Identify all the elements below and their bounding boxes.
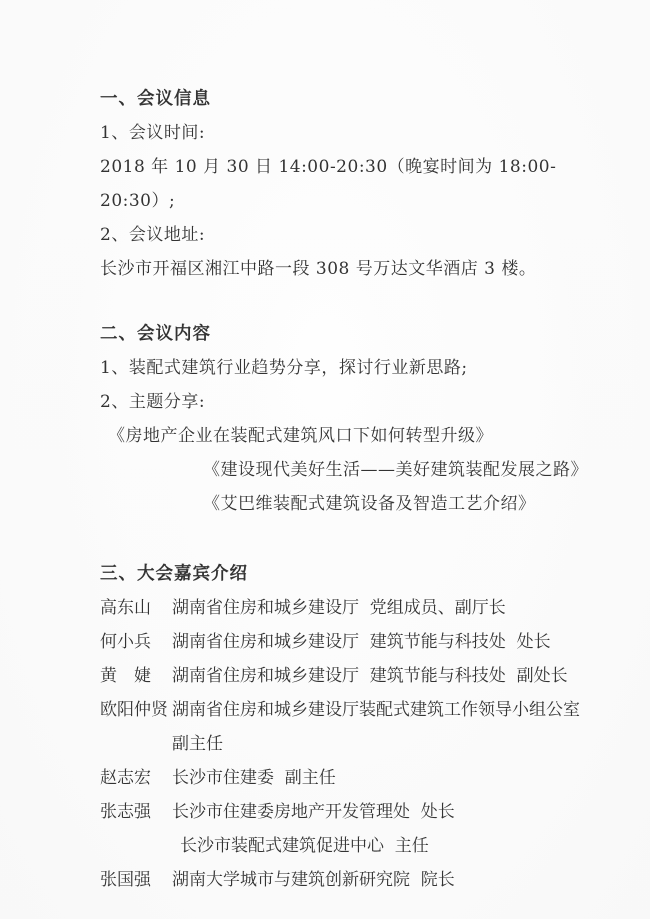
guest-row: [100, 863, 590, 897]
guest-affiliation: 湖南大学城市与建筑创新研究院 院长: [172, 870, 455, 890]
document-content: [100, 82, 590, 897]
guest-name: 欧阳仲贤: [100, 700, 168, 720]
content-item-2-prefix: 2、主题分享:: [100, 392, 206, 412]
guest-row-continuation: [100, 829, 590, 863]
guest-affiliation: 湖南省住房和城乡建设厅 建筑节能与科技处 副处长: [172, 666, 568, 686]
topic-title-1: 《房地产企业在装配式建筑风口下如何转型升级》: [108, 426, 493, 446]
guest-affiliation: 湖南省住房和城乡建设厅 党组成员、副厅长: [172, 598, 506, 618]
topic-title-3: 《艾巴维装配式建筑设备及智造工艺介绍》: [203, 494, 536, 514]
guest-affiliation: 长沙市住建委房地产开发管理处 处长: [172, 802, 455, 822]
guest-name: 黄 婕: [100, 666, 151, 686]
guest-name: 高东山: [100, 598, 151, 618]
guest-name: 赵志宏: [100, 768, 151, 788]
guest-row: [100, 591, 590, 625]
section-heading-guests: 三、大会嘉宾介绍: [100, 564, 248, 584]
guest-affiliation: 长沙市住建委 副主任: [172, 768, 336, 788]
guest-affiliation: 长沙市装配式建筑促进中心 主任: [180, 836, 429, 856]
section-heading-meeting-content: 二、会议内容: [100, 324, 211, 344]
guest-row: [100, 795, 590, 829]
guest-name: 张国强: [100, 870, 151, 890]
meeting-address-label: 2、会议地址:: [100, 225, 206, 245]
guest-name: 张志强: [100, 802, 151, 822]
content-item-2: [100, 385, 590, 453]
content-item-1: 1、装配式建筑行业趋势分享，探讨行业新思路;: [100, 358, 468, 378]
guest-affiliation: 湖南省住房和城乡建设厅装配式建筑工作领导小组公室 副主任: [172, 700, 586, 754]
guest-row: [100, 693, 590, 761]
meeting-address-value: 长沙市开福区湘江中路一段 308 号万达文华酒店 3 楼。: [100, 259, 537, 279]
guest-name: [100, 829, 172, 863]
meeting-time-value: 2018 年 10 月 30 日 14:00-20:30（晚宴时间为 18:00-20:30）;: [100, 157, 557, 211]
guest-name: 何小兵: [100, 632, 151, 652]
meeting-time-label: 1、会议时间:: [100, 123, 206, 143]
guest-row: [100, 761, 590, 795]
topic-title-2: 《建设现代美好生活——美好建筑装配发展之路》: [203, 460, 588, 480]
section-heading-meeting-info: 一、会议信息: [100, 89, 211, 109]
guest-row: [100, 625, 590, 659]
guest-affiliation: 湖南省住房和城乡建设厅 建筑节能与科技处 处长: [172, 632, 551, 652]
guest-row: [100, 659, 590, 693]
